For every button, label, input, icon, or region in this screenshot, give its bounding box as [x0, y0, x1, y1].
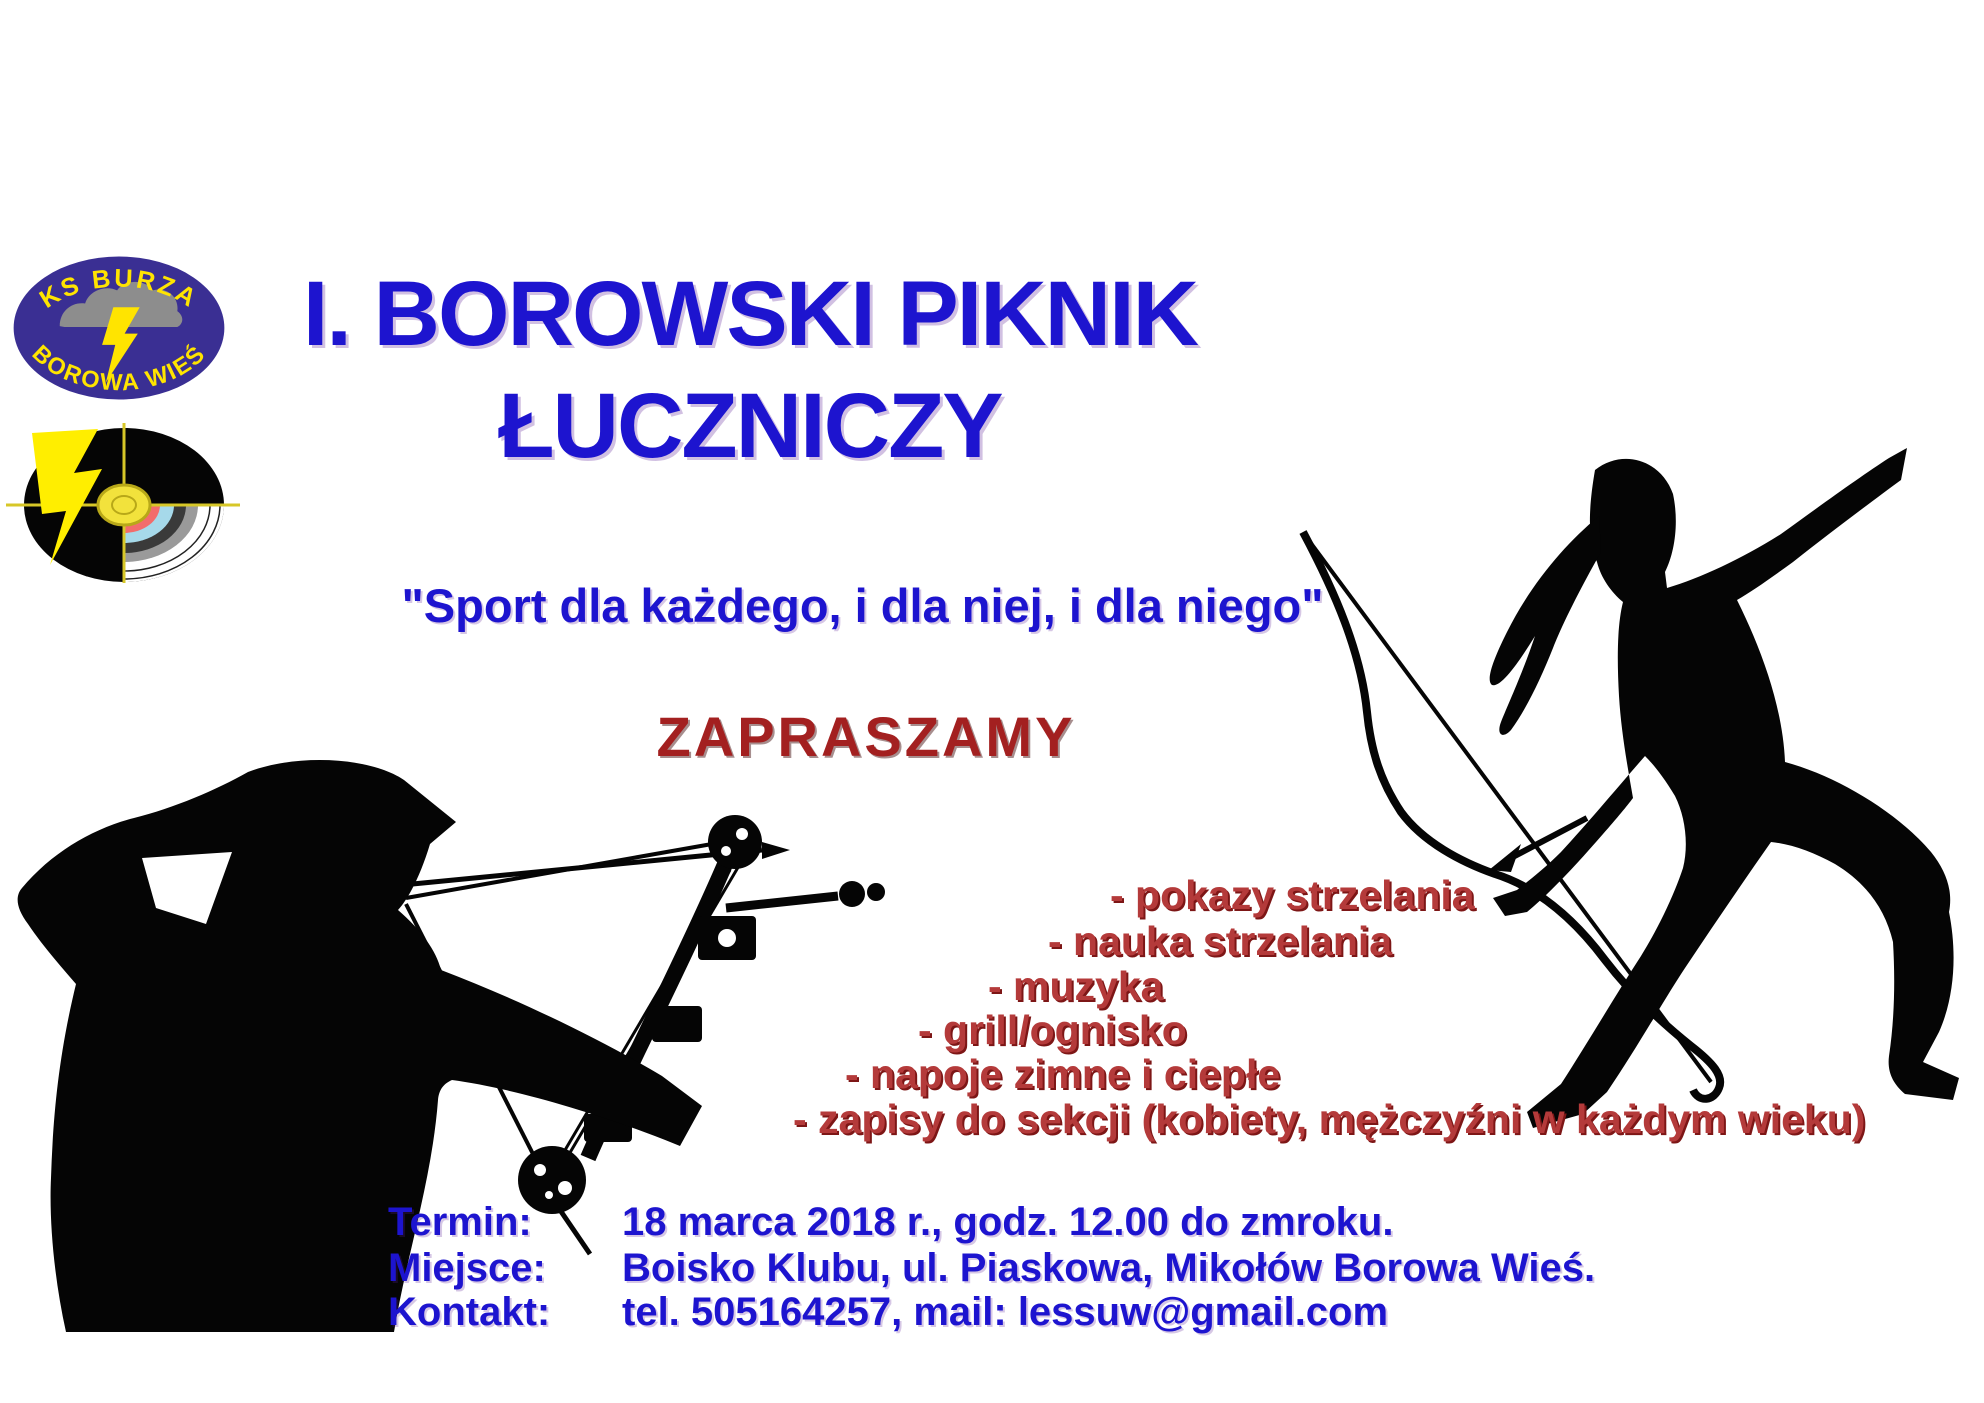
- list-item: - grill/ognisko: [918, 1007, 1187, 1053]
- archer-silhouette-right: [1265, 420, 1973, 1136]
- list-item: - muzyka: [988, 963, 1164, 1009]
- list-item: - zapisy do sekcji (kobiety, mężczyźni w każdym wieku): [793, 1096, 1866, 1142]
- top-cam-wheel: [708, 815, 762, 869]
- page-title: [150, 258, 1350, 482]
- title-line-1: I. BOROWSKI PIKNIK: [302, 263, 1198, 365]
- compound-bow-parts: [518, 815, 885, 1214]
- badge-top-text: KS BURZA: [34, 264, 204, 314]
- flowing-hair: [1490, 516, 1601, 735]
- title-line-2: ŁUCZNICZY: [498, 375, 1002, 477]
- list-item: - nauka strzelania: [1048, 918, 1393, 964]
- date-label: Termin:: [388, 1200, 532, 1244]
- list-item: - pokazy strzelania: [1110, 872, 1475, 918]
- contact-value: tel. 505164257, mail: lessuw@gmail.com: [622, 1290, 1389, 1334]
- contact-label: Kontakt:: [388, 1290, 551, 1334]
- date-value: 18 marca 2018 r., godz. 12.00 do zmroku.: [622, 1200, 1394, 1244]
- badge-bottom-text: BOROWA WIEŚ: [27, 339, 211, 396]
- place-label: Miejsce:: [388, 1246, 546, 1290]
- place-value: Boisko Klubu, ul. Piaskowa, Mikołów Borowa Wieś.: [622, 1246, 1596, 1290]
- arrowhead: [762, 842, 790, 859]
- stabilizer-end: [839, 881, 865, 907]
- target-center: [98, 485, 150, 525]
- subtitle: "Sport dla każdego, i dla niej, i dla niego": [401, 579, 1324, 632]
- list-item: - napoje zimne i ciepłe: [845, 1051, 1281, 1097]
- archer-body: [1493, 448, 1959, 1128]
- archer-body: [18, 760, 702, 1332]
- invitation-text: ZAPRASZAMY: [656, 705, 1076, 768]
